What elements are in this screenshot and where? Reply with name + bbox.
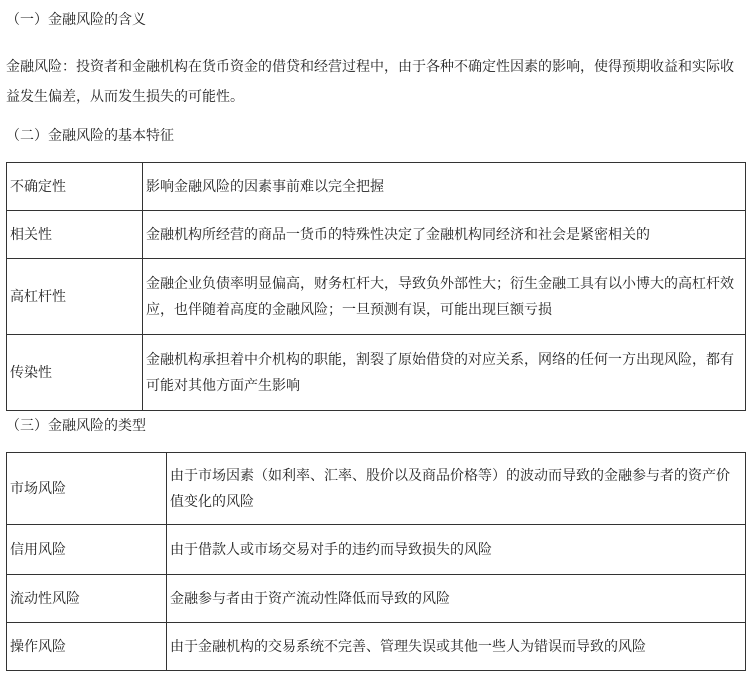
characteristics-table — [6, 162, 746, 411]
characteristic-desc: 金融企业负债率明显偏高，财务杠杆大，导致负外部性大；衍生金融工具有以小博大的高杠杆效应，也伴随着高度的金融风险；一旦预测有误，可能出现巨额亏损 — [143, 259, 746, 335]
risk-type-term: 流动性风险 — [7, 575, 167, 623]
risk-types-table — [6, 452, 746, 671]
risk-type-term: 信用风险 — [7, 525, 167, 575]
table-row — [7, 623, 746, 671]
table-row — [7, 453, 746, 525]
table-row — [7, 575, 746, 623]
risk-type-term: 市场风险 — [7, 453, 167, 525]
characteristic-term: 传染性 — [7, 335, 143, 411]
table-row — [7, 163, 746, 211]
section3-heading: （三）金融风险的类型 — [6, 418, 146, 434]
risk-type-desc: 由于市场因素（如利率、汇率、股价以及商品价格等）的波动而导致的金融参与者的资产价值变化的风险 — [167, 453, 746, 525]
table-row — [7, 211, 746, 259]
risk-type-desc: 由于借款人或市场交易对手的违约而导致损失的风险 — [167, 525, 746, 575]
characteristic-term: 高杠杆性 — [7, 259, 143, 335]
characteristic-term: 相关性 — [7, 211, 143, 259]
table-row — [7, 335, 746, 411]
characteristic-desc: 影响金融风险的因素事前难以完全把握 — [143, 163, 746, 211]
table-row — [7, 525, 746, 575]
risk-type-desc: 由于金融机构的交易系统不完善、管理失误或其他一些人为错误而导致的风险 — [167, 623, 746, 671]
table-row — [7, 259, 746, 335]
section2-heading: （二）金融风险的基本特征 — [6, 128, 174, 144]
characteristic-desc: 金融机构承担着中介机构的职能，割裂了原始借贷的对应关系，网络的任何一方出现风险，都有可能对其他方面产生影响 — [143, 335, 746, 411]
definition-paragraph: 金融风险：投资者和金融机构在货币资金的借贷和经营过程中，由于各种不确定性因素的影响，使得预期收益和实际收益发生偏差，从而发生损失的可能性。 — [6, 59, 734, 105]
risk-type-desc: 金融参与者由于资产流动性降低而导致的风险 — [167, 575, 746, 623]
section1-heading: （一）金融风险的含义 — [6, 12, 146, 28]
risk-type-term: 操作风险 — [7, 623, 167, 671]
characteristic-desc: 金融机构所经营的商品一货币的特殊性决定了金融机构同经济和社会是紧密相关的 — [143, 211, 746, 259]
characteristic-term: 不确定性 — [7, 163, 143, 211]
